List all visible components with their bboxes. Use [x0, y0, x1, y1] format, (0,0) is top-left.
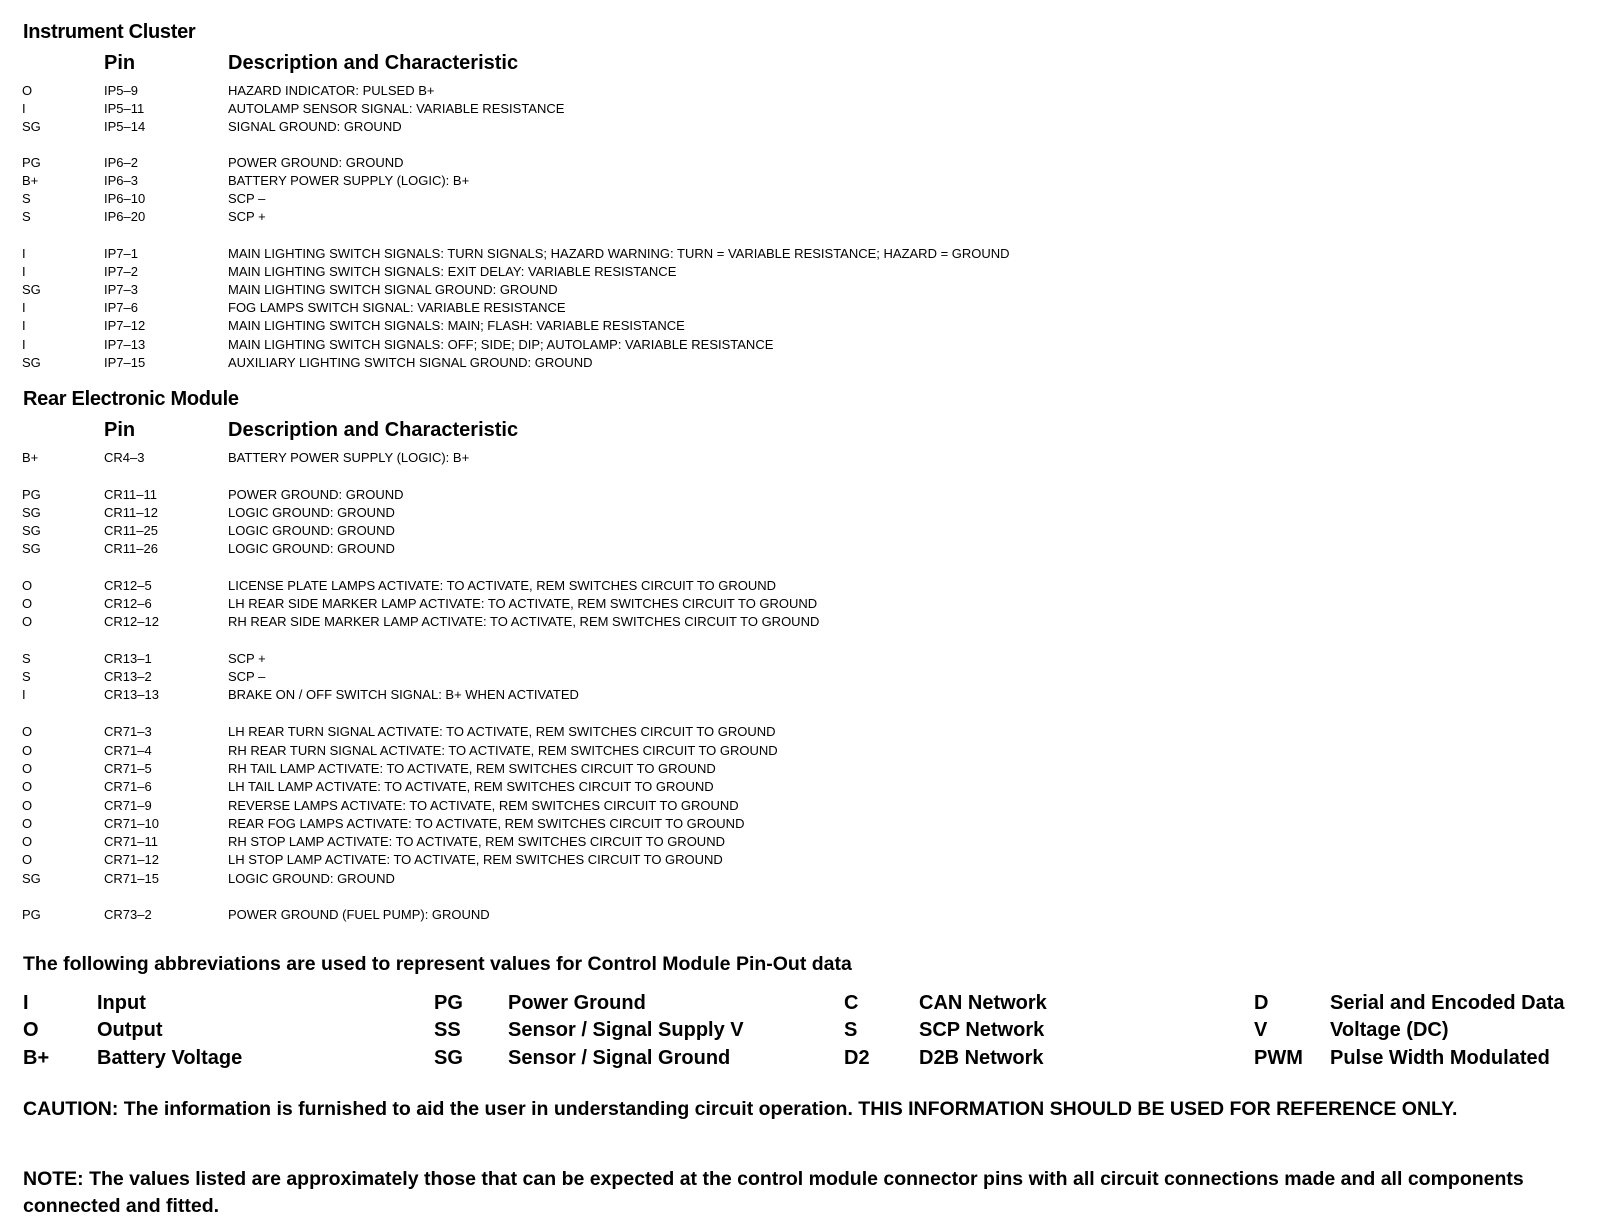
signal-type-code: PG [22, 487, 41, 502]
abbr-code: PG [434, 992, 463, 1014]
pin-description: LH TAIL LAMP ACTIVATE: TO ACTIVATE, REM SWITCHES CIRCUIT TO GROUND [228, 779, 714, 794]
pin-id: IP7–3 [104, 282, 138, 297]
abbr-meaning: SCP Network [919, 1019, 1045, 1041]
pin-id: CR13–1 [104, 651, 152, 666]
section-title-rear-electronic-module: Rear Electronic Module [23, 388, 239, 410]
pin-description: MAIN LIGHTING SWITCH SIGNALS: EXIT DELAY: VARIABLE RESISTANCE [228, 264, 677, 279]
signal-type-code: O [22, 779, 33, 794]
pin-description: SCP + [228, 651, 266, 666]
pin-description: HAZARD INDICATOR: PULSED B+ [228, 83, 435, 98]
pin-id: IP6–2 [104, 155, 138, 170]
abbr-meaning: Output [97, 1019, 163, 1041]
pin-id: CR11–11 [104, 487, 157, 502]
signal-type-code: SG [22, 119, 41, 134]
pin-description: MAIN LIGHTING SWITCH SIGNAL GROUND: GROUND [228, 282, 558, 297]
signal-type-code: O [22, 834, 33, 849]
pin-description: POWER GROUND (FUEL PUMP): GROUND [228, 907, 490, 922]
abbr-code: S [844, 1019, 858, 1041]
abbr-meaning: Voltage (DC) [1330, 1019, 1449, 1041]
column-header-description: Description and Characteristic [228, 419, 519, 441]
abbr-code: D2 [844, 1047, 870, 1069]
abbr-meaning: D2B Network [919, 1047, 1044, 1069]
pin-id: CR71–11 [104, 834, 158, 849]
pin-description: LH REAR TURN SIGNAL ACTIVATE: TO ACTIVATE, REM SWITCHES CIRCUIT TO GROUND [228, 724, 776, 739]
signal-type-code: S [22, 209, 31, 224]
pin-description: LH STOP LAMP ACTIVATE: TO ACTIVATE, REM SWITCHES CIRCUIT TO GROUND [228, 852, 723, 867]
signal-type-code: SG [22, 523, 41, 538]
signal-type-code: SG [22, 505, 41, 520]
pin-id: CR71–4 [104, 743, 152, 758]
signal-type-code: O [22, 852, 33, 867]
pin-description: AUTOLAMP SENSOR SIGNAL: VARIABLE RESISTANCE [228, 101, 565, 116]
signal-type-code: S [22, 651, 31, 666]
signal-type-code: PG [22, 155, 41, 170]
abbr-meaning: Battery Voltage [97, 1047, 243, 1069]
abbr-code: PWM [1254, 1047, 1303, 1069]
pin-id: IP6–3 [104, 173, 138, 188]
signal-type-code: SG [22, 355, 41, 370]
signal-type-code: I [22, 337, 26, 352]
abbr-meaning: Serial and Encoded Data [1330, 992, 1565, 1014]
pin-description: RH TAIL LAMP ACTIVATE: TO ACTIVATE, REM SWITCHES CIRCUIT TO GROUND [228, 761, 716, 776]
pin-id: IP5–11 [104, 101, 145, 116]
pin-id: CR71–15 [104, 871, 159, 886]
signal-type-code: O [22, 83, 33, 98]
abbr-meaning: Sensor / Signal Supply V [508, 1019, 744, 1041]
column-header-pin: Pin [104, 52, 136, 74]
pin-id: CR13–13 [104, 687, 159, 702]
pin-id: CR4–3 [104, 450, 145, 465]
pin-id: IP7–12 [104, 318, 146, 333]
pin-description: FOG LAMPS SWITCH SIGNAL: VARIABLE RESISTANCE [228, 300, 566, 315]
pin-description: LOGIC GROUND: GROUND [228, 505, 395, 520]
pin-id: CR71–12 [104, 852, 159, 867]
pin-description: RH STOP LAMP ACTIVATE: TO ACTIVATE, REM SWITCHES CIRCUIT TO GROUND [228, 834, 725, 849]
section-title-instrument-cluster: Instrument Cluster [23, 21, 196, 43]
abbr-meaning: Power Ground [508, 992, 646, 1014]
pin-description: RH REAR TURN SIGNAL ACTIVATE: TO ACTIVATE, REM SWITCHES CIRCUIT TO GROUND [228, 743, 778, 758]
pin-id: CR11–25 [104, 523, 158, 538]
signal-type-code: B+ [22, 173, 39, 188]
pin-description: MAIN LIGHTING SWITCH SIGNALS: OFF; SIDE; DIP; AUTOLAMP: VARIABLE RESISTANCE [228, 337, 774, 352]
signal-type-code: I [22, 687, 26, 702]
column-header-pin: Pin [104, 419, 136, 441]
pin-description: SCP + [228, 209, 266, 224]
pin-id: CR13–2 [104, 669, 152, 684]
signal-type-code: I [22, 300, 26, 315]
pin-id: IP7–15 [104, 355, 146, 370]
pin-id: CR11–26 [104, 541, 158, 556]
pin-id: CR73–2 [104, 907, 152, 922]
abbr-code: C [844, 992, 859, 1014]
pin-id: IP5–14 [104, 119, 146, 134]
pin-description: LOGIC GROUND: GROUND [228, 871, 395, 886]
pin-id: CR71–6 [104, 779, 152, 794]
signal-type-code: SG [22, 541, 41, 556]
signal-type-code: I [22, 264, 26, 279]
signal-type-code: PG [22, 907, 41, 922]
pin-description: LICENSE PLATE LAMPS ACTIVATE: TO ACTIVATE, REM SWITCHES CIRCUIT TO GROUND [228, 578, 777, 593]
signal-type-code: O [22, 816, 33, 831]
pin-description: LH REAR SIDE MARKER LAMP ACTIVATE: TO ACTIVATE, REM SWITCHES CIRCUIT TO GROUND [228, 596, 818, 611]
pin-description: BATTERY POWER SUPPLY (LOGIC): B+ [228, 173, 470, 188]
signal-type-code: I [22, 318, 26, 333]
pin-description: POWER GROUND: GROUND [228, 155, 404, 170]
pin-description: POWER GROUND: GROUND [228, 487, 404, 502]
pin-description: MAIN LIGHTING SWITCH SIGNALS: MAIN; FLASH: VARIABLE RESISTANCE [228, 318, 685, 333]
pin-id: IP5–9 [104, 83, 138, 98]
pin-id: CR11–12 [104, 505, 158, 520]
abbr-meaning: Input [97, 992, 146, 1014]
abbreviations-title: The following abbreviations are used to represent values for Control Module Pin-Out data [23, 953, 852, 975]
abbr-meaning: Pulse Width Modulated [1330, 1047, 1550, 1069]
pin-id: CR71–3 [104, 724, 152, 739]
signal-type-code: I [22, 246, 26, 261]
signal-type-code: I [22, 101, 26, 116]
pin-description: MAIN LIGHTING SWITCH SIGNALS: TURN SIGNALS; HAZARD WARNING: TURN = VARIABLE RESISTANCE; HAZARD = GROUND [228, 246, 1010, 261]
pin-id: CR71–5 [104, 761, 152, 776]
signal-type-code: O [22, 798, 33, 813]
pin-id: CR12–12 [104, 614, 159, 629]
signal-type-code: SG [22, 871, 41, 886]
signal-type-code: S [22, 191, 31, 206]
pin-description: BATTERY POWER SUPPLY (LOGIC): B+ [228, 450, 470, 465]
pin-id: CR12–6 [104, 596, 152, 611]
column-header-description: Description and Characteristic [228, 52, 519, 74]
signal-type-code: O [22, 743, 33, 758]
abbr-code: SS [434, 1019, 461, 1041]
pin-description: LOGIC GROUND: GROUND [228, 523, 395, 538]
pin-id: IP7–6 [104, 300, 138, 315]
pin-id: IP7–13 [104, 337, 146, 352]
signal-type-code: S [22, 669, 31, 684]
pin-description: LOGIC GROUND: GROUND [228, 541, 395, 556]
signal-type-code: SG [22, 282, 41, 297]
pin-description: SCP – [228, 191, 266, 206]
signal-type-code: O [22, 761, 33, 776]
pin-description: SCP – [228, 669, 266, 684]
caution-paragraph: CAUTION: The information is furnished to aid the user in understanding circuit operation. THIS INFORMATION SHOULD BE USED FOR REFERENCE ONLY. [23, 1098, 1458, 1120]
abbr-meaning: Sensor / Signal Ground [508, 1047, 731, 1069]
pin-description: REAR FOG LAMPS ACTIVATE: TO ACTIVATE, REM SWITCHES CIRCUIT TO GROUND [228, 816, 745, 831]
abbr-code: SG [434, 1047, 463, 1069]
abbr-code: D [1254, 992, 1269, 1014]
pin-id: IP6–20 [104, 209, 146, 224]
pin-description: REVERSE LAMPS ACTIVATE: TO ACTIVATE, REM SWITCHES CIRCUIT TO GROUND [228, 798, 739, 813]
signal-type-code: O [22, 724, 33, 739]
abbr-meaning: CAN Network [919, 992, 1047, 1014]
pin-id: CR71–10 [104, 816, 159, 831]
pin-description: AUXILIARY LIGHTING SWITCH SIGNAL GROUND: GROUND [228, 355, 593, 370]
pin-description: RH REAR SIDE MARKER LAMP ACTIVATE: TO ACTIVATE, REM SWITCHES CIRCUIT TO GROUND [228, 614, 820, 629]
signal-type-code: O [22, 614, 33, 629]
pin-id: IP6–10 [104, 191, 146, 206]
pin-id: IP7–1 [104, 246, 138, 261]
signal-type-code: B+ [22, 450, 39, 465]
pin-id: CR12–5 [104, 578, 152, 593]
abbr-code: V [1254, 1019, 1268, 1041]
pin-id: IP7–2 [104, 264, 138, 279]
abbr-code: B+ [23, 1047, 50, 1069]
signal-type-code: O [22, 596, 33, 611]
abbr-code: I [23, 992, 29, 1014]
pin-description: SIGNAL GROUND: GROUND [228, 119, 402, 134]
pin-description: BRAKE ON / OFF SWITCH SIGNAL: B+ WHEN ACTIVATED [228, 687, 579, 702]
note-paragraph: NOTE: The values listed are approximately those that can be expected at the control module connector pins with all circuit connections made and all components connected and fitted. [23, 1168, 1524, 1217]
abbr-code: O [23, 1019, 39, 1041]
pin-id: CR71–9 [104, 798, 152, 813]
signal-type-code: O [22, 578, 33, 593]
